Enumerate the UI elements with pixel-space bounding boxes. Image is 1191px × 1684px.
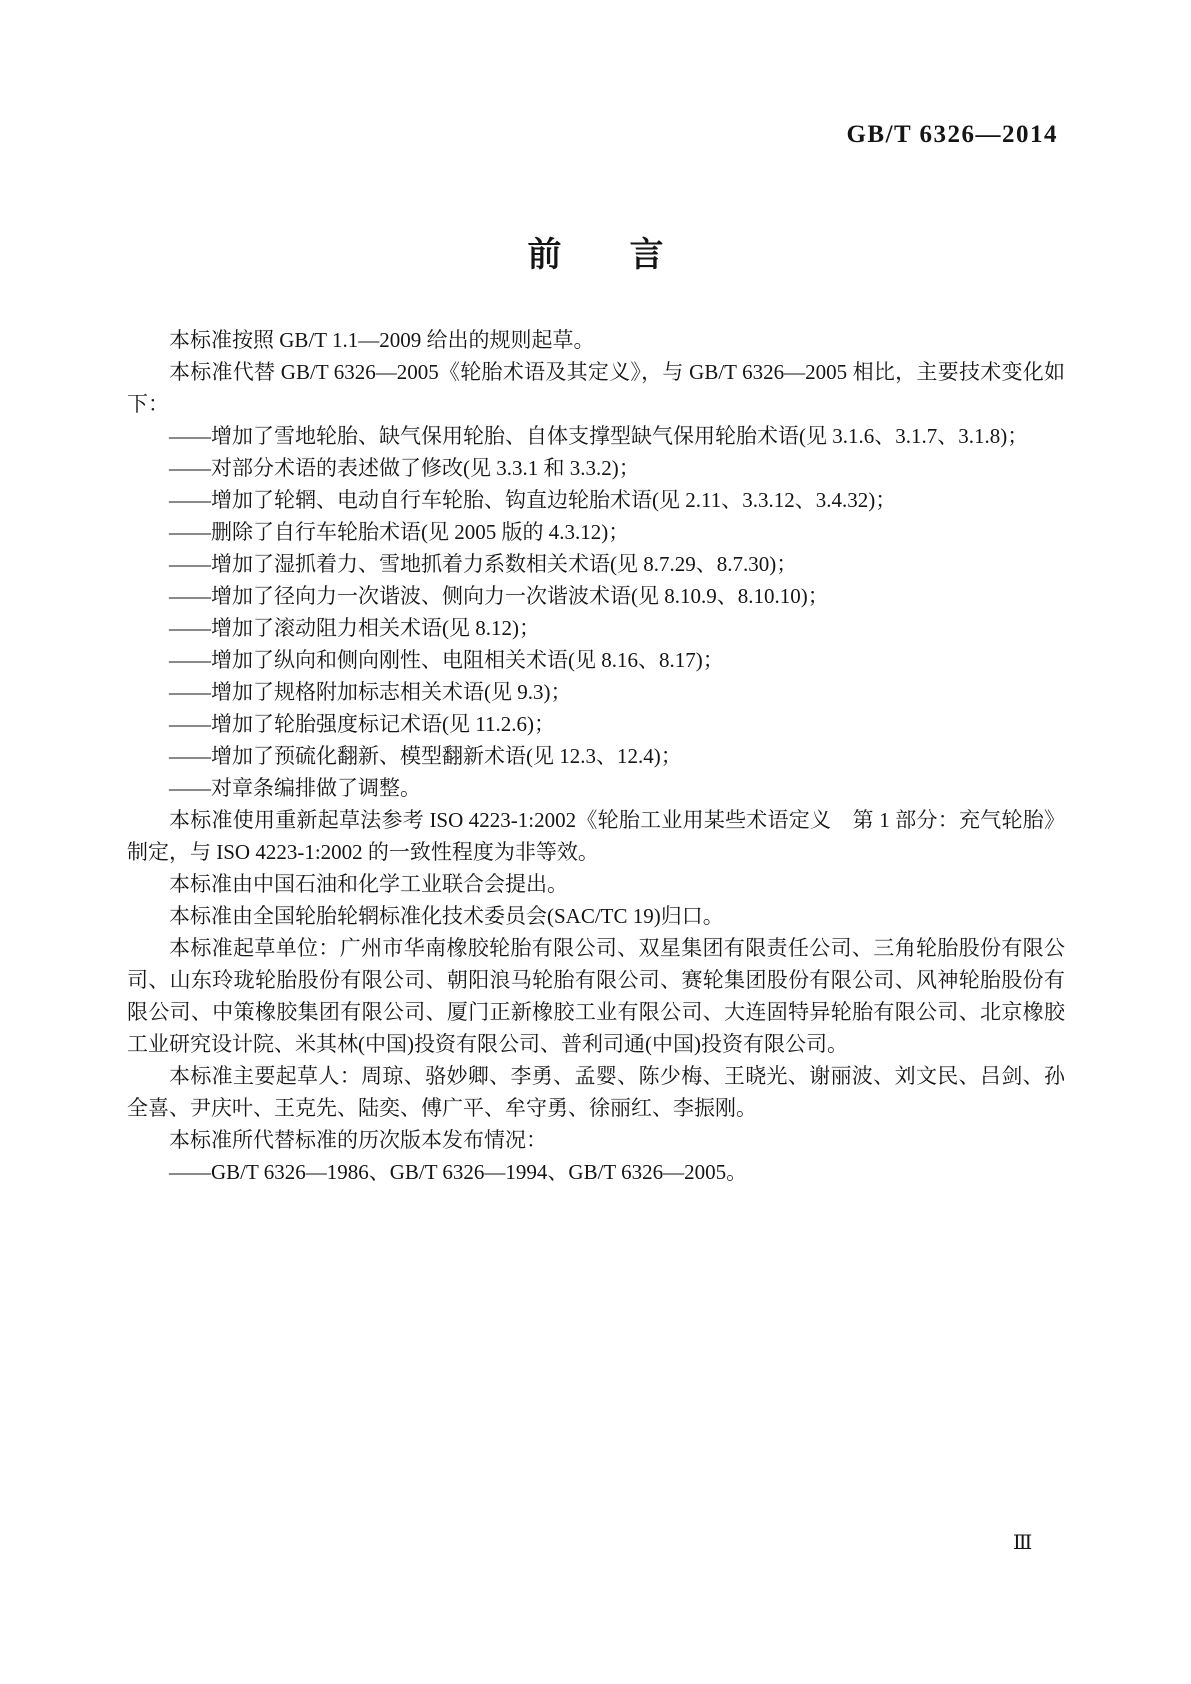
change-item: ——增加了规格附加标志相关术语(见 9.3)； <box>169 680 572 704</box>
change-item: ——增加了滚动阻力相关术语(见 8.12)； <box>169 616 540 640</box>
change-item: ——增加了湿抓着力、雪地抓着力系数相关术语(见 8.7.29、8.7.30)； <box>169 552 798 576</box>
paragraph-centralized-by: 本标准由全国轮胎轮辋标准化技术委员会(SAC/TC 19)归口。 <box>169 904 724 928</box>
change-item: ——增加了轮胎强度标记术语(见 11.2.6)； <box>169 712 555 736</box>
paragraph-proposer: 本标准由中国石油和化学工业联合会提出。 <box>169 872 568 896</box>
foreword-title: 前 言 <box>527 236 664 274</box>
change-item: ——增加了纵向和侧向刚性、电阻相关术语(见 8.16、8.17)； <box>169 648 724 672</box>
paragraph-previous-editions-intro: 本标准所代替标准的历次版本发布情况： <box>169 1128 547 1152</box>
standard-number: GB/T 6326—2014 <box>846 121 1058 148</box>
paragraph-replacement: 本标准代替 GB/T 6326—2005《轮胎术语及其定义》，与 GB/T 6326—2005 相比，主要技术变化如下： <box>127 360 1065 416</box>
paragraph-drafting-basis: 本标准按照 GB/T 1.1—2009 给出的规则起草。 <box>169 328 595 352</box>
paragraph-drafters: 本标准主要起草人：周琼、骆妙卿、李勇、孟婴、陈少梅、王晓光、谢丽波、刘文民、吕剑、孙全喜、尹庆叶、王克先、陆奕、傅广平、牟守勇、徐丽红、李振刚。 <box>127 1064 1065 1120</box>
change-item: ——对部分术语的表述做了修改(见 3.3.1 和 3.3.2)； <box>169 456 640 480</box>
change-item: ——对章条编排做了调整。 <box>169 776 421 800</box>
change-item: ——删除了自行车轮胎术语(见 2005 版的 4.3.12)； <box>169 520 630 544</box>
paragraph-iso-reference: 本标准使用重新起草法参考 ISO 4223-1:2002《轮胎工业用某些术语定义 第 1 部分：充气轮胎》制定，与 ISO 4223-1:2002 的一致性程度为非等效。 <box>127 808 1065 864</box>
change-item: ——增加了轮辋、电动自行车轮胎、钩直边轮胎术语(见 2.11、3.3.12、3.4.32)； <box>169 488 897 512</box>
change-item: ——增加了预硫化翻新、模型翻新术语(见 12.3、12.4)； <box>169 744 682 768</box>
change-item: ——增加了径向力一次谐波、侧向力一次谐波术语(见 8.10.9、8.10.10)； <box>169 584 829 608</box>
foreword-body <box>127 324 1065 1188</box>
change-item: ——增加了雪地轮胎、缺气保用轮胎、自体支撑型缺气保用轮胎术语(见 3.1.6、3.1.7、3.1.8)； <box>169 424 1029 448</box>
page-number: Ⅲ <box>1013 1530 1033 1554</box>
previous-editions-item: ——GB/T 6326—1986、GB/T 6326—1994、GB/T 6326—2005。 <box>169 1160 748 1184</box>
paragraph-drafting-organizations: 本标准起草单位：广州市华南橡胶轮胎有限公司、双星集团有限责任公司、三角轮胎股份有限公司、山东玲珑轮胎股份有限公司、朝阳浪马轮胎有限公司、赛轮集团股份有限公司、风神轮胎股份有限公司、中策橡胶集团有限公司、厦门正新橡胶工业有限公司、大连固特异轮胎有限公司、北京橡胶工业研究设计院、米其林(中国)投资有限公司、普利司通(中国)投资有限公司。 <box>127 936 1065 1056</box>
